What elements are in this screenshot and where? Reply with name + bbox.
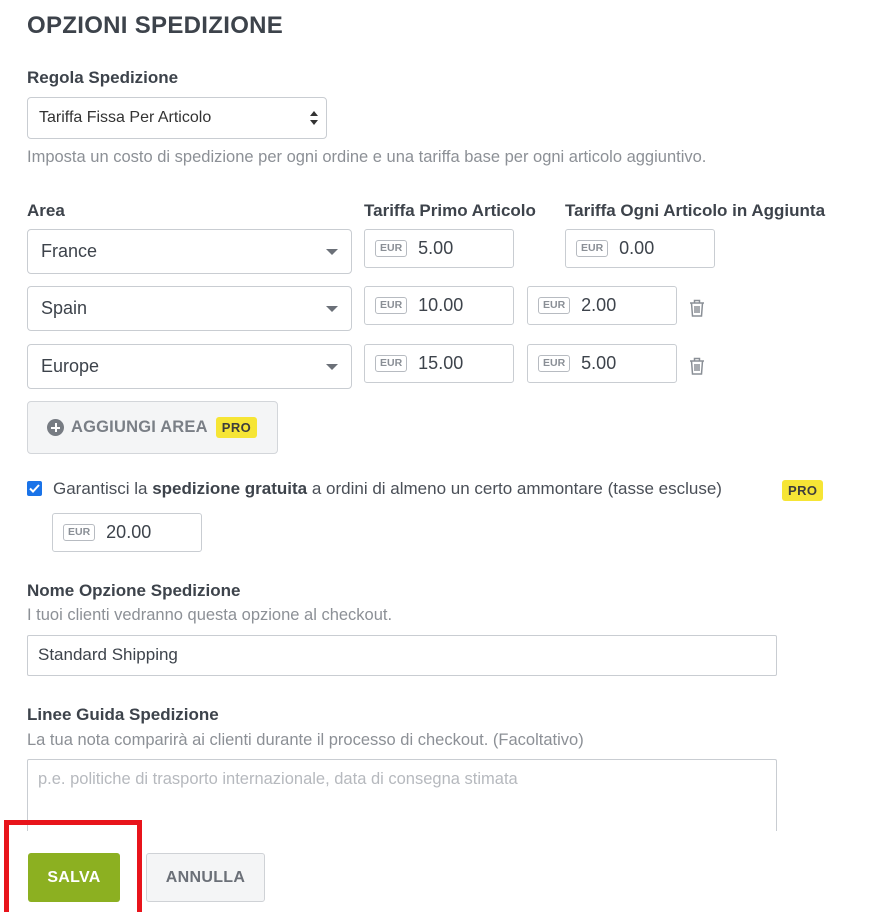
trash-icon[interactable] xyxy=(688,356,706,381)
free-shipping-text-before: Garantisci la xyxy=(53,479,153,498)
page-title: OPZIONI SPEDIZIONE xyxy=(27,12,284,39)
shipping-rule-select[interactable] xyxy=(27,97,327,139)
cancel-button[interactable]: ANNULLA xyxy=(146,853,265,902)
first-item-rate-header: Tariffa Primo Articolo xyxy=(364,201,536,220)
add-area-button[interactable] xyxy=(27,401,278,454)
area-select-france[interactable] xyxy=(27,229,352,274)
free-shipping-checkbox[interactable] xyxy=(27,481,42,496)
select-arrows-icon xyxy=(310,111,318,125)
area-select-value: Spain xyxy=(41,298,88,318)
area-select-value: Europe xyxy=(41,356,100,376)
option-name-label: Nome Opzione Spedizione xyxy=(27,581,241,600)
currency-tag: EUR xyxy=(375,240,407,257)
additional-item-rate-value: 2.00 xyxy=(581,295,617,315)
area-select-europe[interactable] xyxy=(27,344,352,389)
option-name-value: Standard Shipping xyxy=(38,645,178,664)
first-item-rate-input[interactable] xyxy=(364,344,514,383)
guidelines-placeholder: p.e. politiche di trasporto internazionale, data di consegna stimata xyxy=(38,770,518,788)
shipping-rule-help: Imposta un costo di spedizione per ogni ordine e una tariffa base per ogni articolo aggiuntivo. xyxy=(27,148,707,166)
first-item-rate-input[interactable] xyxy=(364,229,514,268)
first-item-rate-value: 15.00 xyxy=(418,353,464,373)
currency-tag: EUR xyxy=(375,297,407,314)
additional-item-rate-value: 0.00 xyxy=(619,238,655,258)
chevron-down-icon xyxy=(326,249,338,255)
guidelines-help: La tua nota comparirà ai clienti durante il processo di checkout. (Facoltativo) xyxy=(27,731,584,749)
guidelines-label: Linee Guida Spedizione xyxy=(27,705,219,724)
pro-badge: PRO xyxy=(782,480,823,501)
add-area-label: AGGIUNGI AREA xyxy=(71,418,208,436)
plus-circle-icon xyxy=(47,419,64,436)
additional-item-rate-input[interactable] xyxy=(527,286,677,325)
chevron-down-icon xyxy=(326,306,338,312)
additional-item-rate-header: Tariffa Ogni Articolo in Aggiunta xyxy=(565,201,826,220)
free-shipping-text-bold: spedizione gratuita xyxy=(152,479,308,498)
option-name-input[interactable] xyxy=(27,635,777,676)
free-shipping-threshold-input[interactable] xyxy=(52,513,202,552)
free-shipping-label[interactable] xyxy=(53,479,722,499)
first-item-rate-value: 5.00 xyxy=(418,238,454,258)
save-button[interactable]: SALVA xyxy=(28,853,120,902)
free-shipping-text-after: a ordini di almeno un certo ammontare (tasse escluse) xyxy=(307,479,722,498)
area-column-header: Area xyxy=(27,201,65,220)
trash-icon[interactable] xyxy=(688,298,706,323)
additional-item-rate-input[interactable] xyxy=(565,229,715,268)
currency-tag: EUR xyxy=(538,297,570,314)
shipping-rule-value: Tariffa Fissa Per Articolo xyxy=(39,109,212,126)
area-select-spain[interactable] xyxy=(27,286,352,331)
chevron-down-icon xyxy=(326,364,338,370)
currency-tag: EUR xyxy=(576,240,608,257)
area-select-value: France xyxy=(41,241,98,261)
additional-item-rate-input[interactable] xyxy=(527,344,677,383)
pro-badge: PRO xyxy=(216,417,257,438)
additional-item-rate-value: 5.00 xyxy=(581,353,617,373)
free-shipping-threshold-value: 20.00 xyxy=(106,522,152,542)
currency-tag: EUR xyxy=(538,355,570,372)
currency-tag: EUR xyxy=(375,355,407,372)
first-item-rate-input[interactable] xyxy=(364,286,514,325)
currency-tag: EUR xyxy=(63,524,95,541)
shipping-rule-label: Regola Spedizione xyxy=(27,68,179,87)
option-name-help: I tuoi clienti vedranno questa opzione al checkout. xyxy=(27,606,393,624)
checkmark-icon xyxy=(29,484,40,493)
first-item-rate-value: 10.00 xyxy=(418,295,464,315)
